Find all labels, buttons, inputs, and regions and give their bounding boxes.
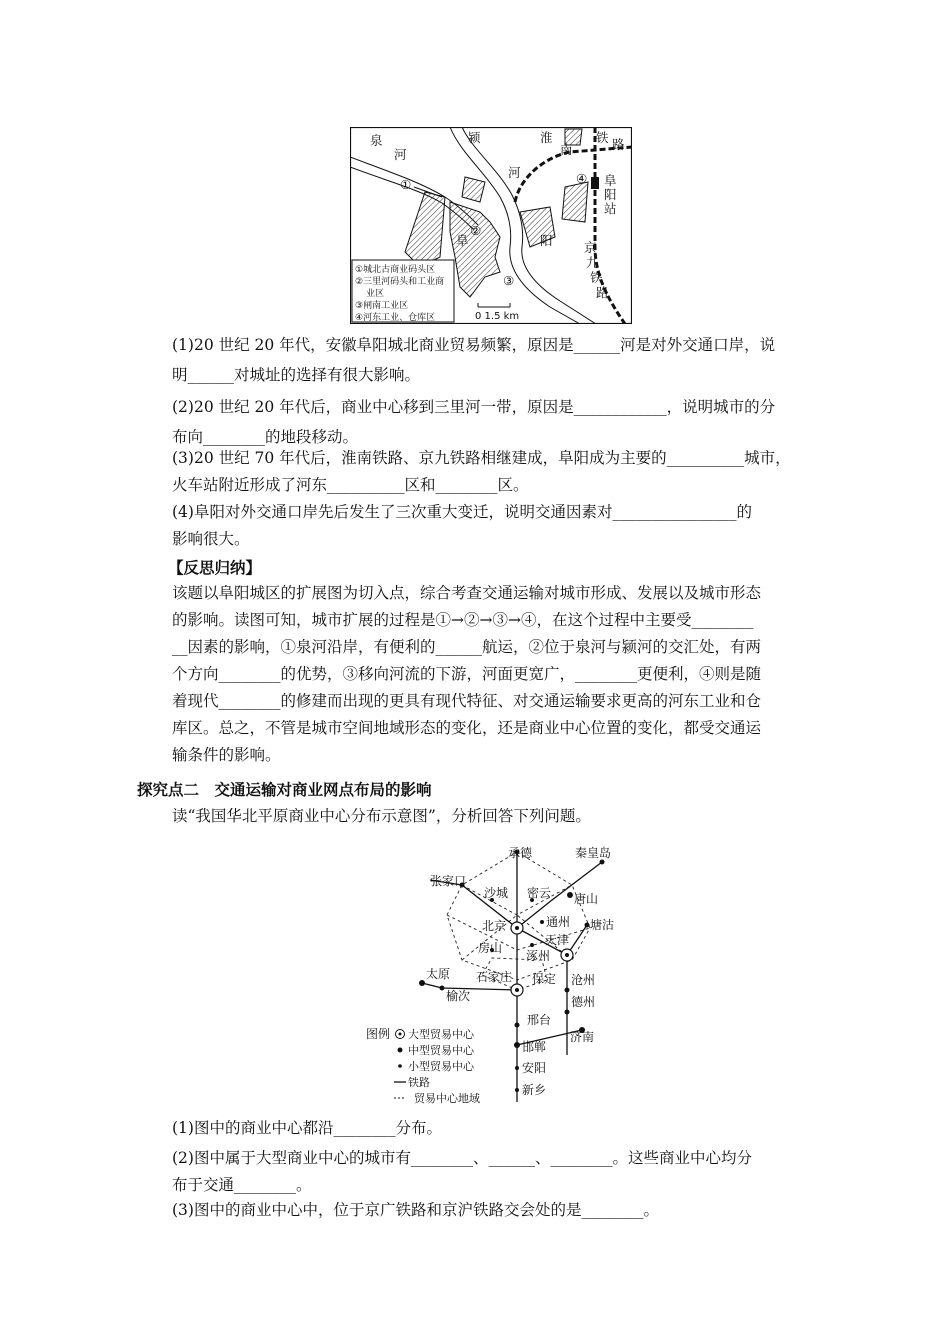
map2-legend-title: 图例 [366, 1027, 391, 1041]
city-shacheng: 沙城 [484, 886, 509, 900]
map2-legend-railway: 铁路 [408, 1076, 430, 1089]
map2-legend-small: 小型贸易中心 [408, 1060, 474, 1073]
q2-line-2: (2)图中属于大型商业中心的城市有________、______、________。这些商业中心均分 [172, 1149, 752, 1167]
city-yuci: 榆次 [446, 989, 471, 1003]
huainan-label-2: 南 [560, 142, 573, 157]
ying-label-2: 河 [508, 165, 521, 180]
ying-label-1: 颍 [468, 130, 481, 145]
large-center-shijiazhuang [511, 984, 523, 996]
section2-title: 探究点二 交通运输对商业网点布局的影响 [137, 781, 432, 799]
reflection-line-6: 库区。总之，不管是城市空间地域形态的变化，还是商业中心位置的变化，都受交通运 [172, 719, 762, 737]
q1-line-1: (1)20 世纪 20 年代，安徽阜阳城北商业贸易频繁，原因是______河是对外交通口岸，说 [172, 336, 776, 354]
legend-item-3: ③闸南工业区 [355, 301, 409, 311]
reflection-line-3: __因素的影响，①泉河沿岸，有便利的______航运，②位于泉河与颍河的交汇处，有两 [172, 638, 762, 656]
q2-line-3: 布于交通________。 [172, 1176, 312, 1194]
reflection-line-4: 个方向________的优势，③移向河流的下游，河面更宽广，________更便利，④则是随 [172, 665, 762, 683]
city-tangshan: 唐山 [574, 892, 599, 906]
city-miyun: 密云 [527, 886, 552, 900]
circle-2: ② [470, 223, 482, 238]
fuyang-label-2: 阳 [540, 233, 553, 248]
city-fangshan: 房山 [478, 941, 503, 955]
huainan-label-3: 铁 [596, 130, 609, 145]
city-tongzhou: 通州 [546, 915, 571, 929]
legend-item-1: ①城北古商业码头区 [355, 265, 436, 275]
jingjiu-label-1: 京 [584, 240, 597, 255]
q1-line-6: 火车站附近形成了河东__________区和________区。 [172, 476, 529, 494]
circle-4: ④ [576, 171, 588, 186]
city-shijiazhuang: 石家庄 [476, 970, 513, 984]
jingjiu-label-4: 路 [596, 285, 609, 300]
q1-line-4: 布向________的地段移动。 [172, 428, 359, 446]
q1-line-7: (4)阜阳对外交通口岸先后发生了三次重大变迁，说明交通因素对________________的 [172, 503, 752, 521]
huainan-label-1: 淮 [540, 130, 553, 145]
section2-intro: 读“我国华北平原商业中心分布示意图”，分析回答下列问题。 [172, 807, 591, 825]
station-label-3: 站 [604, 201, 617, 216]
city-beijing: 北京 [482, 919, 507, 933]
reflection-line-1: 该题以阜阳城区的扩展图为切入点，综合考查交通运输对城市形成、发展以及城市形态 [172, 584, 762, 602]
map2-legend-medium: 中型贸易中心 [408, 1044, 474, 1057]
city-tanggu: 塘沽 [590, 918, 615, 932]
scale-label: 0 1.5 km [475, 311, 520, 322]
legend-item-2: ②三里河码头和工业商 [355, 277, 445, 287]
city-dezhou: 德州 [571, 995, 596, 1009]
commerce-center-map [362, 840, 624, 1108]
q2-line-1: (1)图中的商业中心都沿________分布。 [172, 1119, 442, 1137]
reflection-line-7: 输条件的影响。 [172, 746, 281, 764]
city-chengde: 承德 [508, 846, 533, 860]
jingjiu-label-2: 九 [586, 255, 599, 270]
large-center-beijing [511, 922, 523, 934]
city-baoding: 保定 [532, 972, 557, 986]
fuyang-label-1: 阜 [456, 233, 469, 248]
huainan-label-4: 路 [612, 137, 625, 152]
q1-line-3: (2)20 世纪 20 年代后，商业中心移到三里河一带，原因是____________，说明城市的分 [172, 398, 776, 416]
quan-label-2: 河 [394, 147, 407, 162]
city-qinhuangdao: 秦皇岛 [575, 846, 612, 860]
city-zhuozhou: 涿州 [526, 949, 551, 963]
reflection-line-5: 着现代________的修建而出现的更具有现代特征、对交通运输要求更高的河东工业和仓 [172, 692, 762, 710]
city-tianjin: 天津 [545, 933, 570, 947]
city-anyang: 安阳 [522, 1061, 547, 1075]
fuyang-map [350, 127, 632, 324]
station-label-1: 阜 [604, 173, 617, 188]
q1-line-2: 明______对城址的选择有很大影响。 [172, 366, 421, 384]
map2-legend-large: 大型贸易中心 [408, 1028, 474, 1041]
city-jinan: 济南 [570, 1030, 595, 1044]
city-taiyuan: 太原 [426, 967, 451, 981]
q1-line-8: 影响很大。 [172, 530, 250, 548]
jingjiu-label-3: 铁 [590, 270, 603, 285]
legend-item-4: ④河东工业、仓库区 [355, 313, 436, 323]
city-zhangjiakou: 张家口 [430, 874, 467, 888]
reflection-line-2: 的影响。读图可知，城市扩展的过程是①→②→③→④，在这个过程中主要受________ [172, 611, 754, 629]
legend-item-2b: 业区 [366, 289, 385, 299]
large-center-tianjin [561, 949, 573, 961]
q1-line-5: (3)20 世纪 70 年代后，淮南铁路、京九铁路相继建成，阜阳成为主要的__________城市， [172, 449, 791, 467]
city-handan: 邯郸 [522, 1040, 547, 1054]
city-cangzhou: 沧州 [571, 973, 596, 987]
map2-legend-region: 贸易中心地域 [414, 1092, 480, 1105]
city-xinxiang: 新乡 [522, 1083, 547, 1097]
city-xingtai: 邢台 [527, 1013, 552, 1027]
q2-line-4: (3)图中的商业中心中，位于京广铁路和京沪铁路交会处的是________。 [172, 1201, 659, 1219]
circle-1: ① [400, 177, 412, 192]
reflection-title: 【反思归纳】 [168, 559, 262, 577]
quan-label-1: 泉 [370, 133, 383, 148]
circle-3: ③ [503, 273, 515, 288]
railway-jinghu [517, 928, 570, 1055]
station-label-2: 阳 [604, 187, 617, 202]
